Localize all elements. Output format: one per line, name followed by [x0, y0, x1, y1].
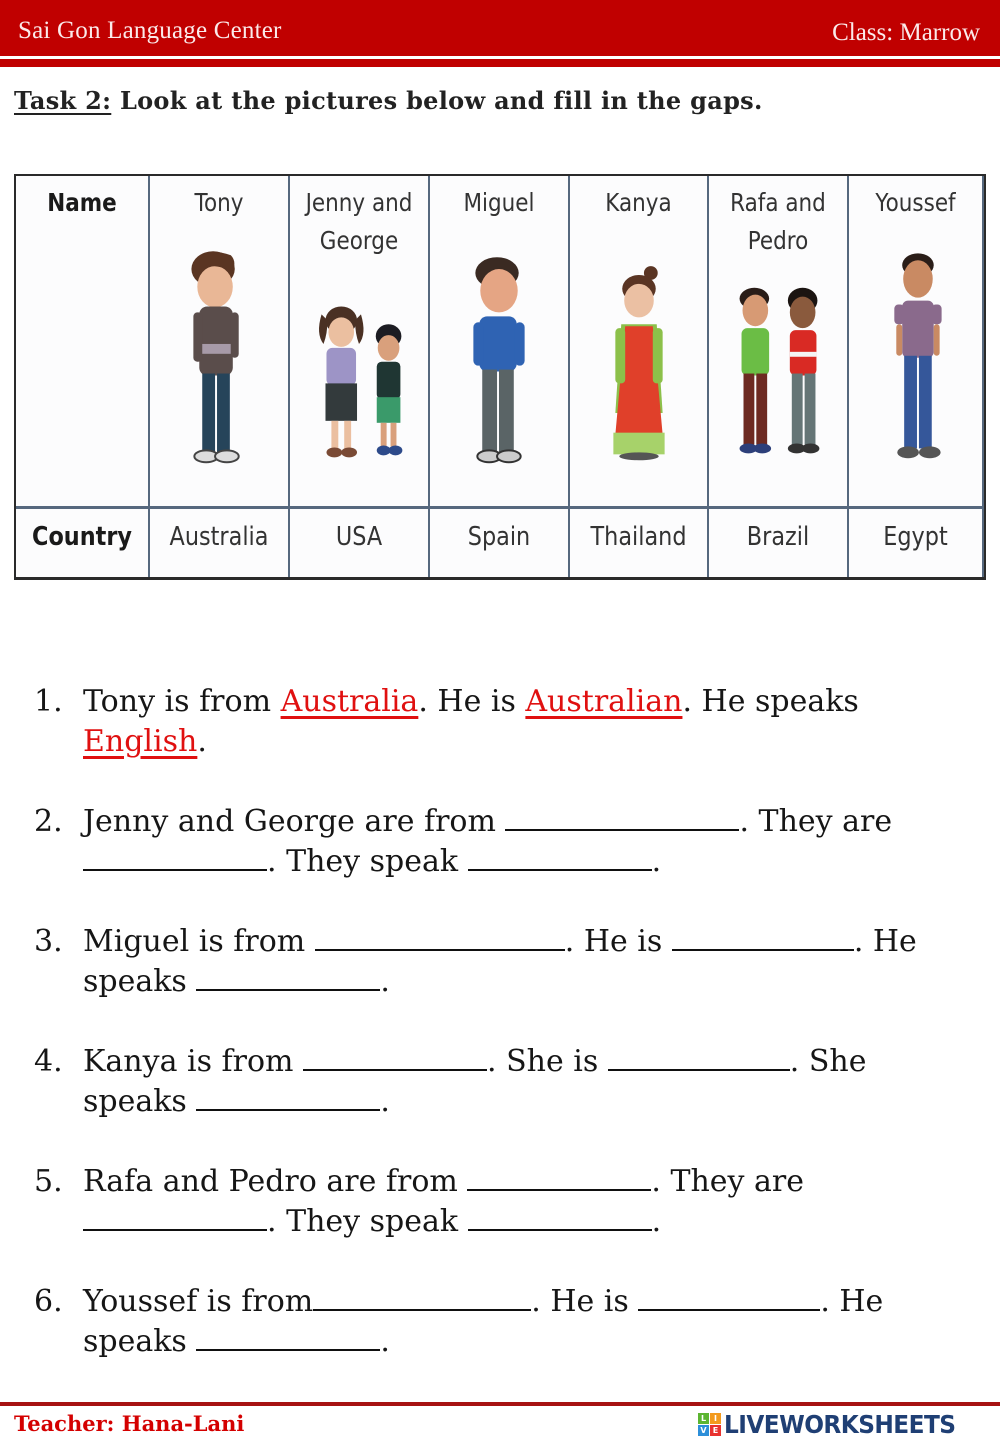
class-label: Class: Marrow [832, 19, 980, 46]
item-number: 3. [34, 924, 63, 959]
item-number: 4. [34, 1044, 63, 1079]
liveworksheets-logo [698, 1410, 973, 1438]
two-boys-icon [709, 176, 847, 506]
table-column-miguel [430, 176, 570, 577]
item-number: 2. [34, 804, 63, 839]
blank-language-input[interactable] [468, 847, 652, 871]
task-title [14, 86, 763, 115]
blank-nationality-input[interactable] [83, 1207, 267, 1231]
item-text: Jenny and George are from . They are . They speak . [83, 804, 893, 879]
girl-and-boy-icon [290, 176, 428, 506]
task-instruction: Look at the pictures below and fill in the gaps. [119, 86, 763, 115]
blank-language-input[interactable] [468, 1207, 652, 1231]
logo-squares-icon: L I V E [698, 1413, 721, 1436]
item-text: Youssef is from . He is . He speaks . [83, 1284, 884, 1359]
answer-language[interactable]: English [83, 724, 198, 759]
header-bar [0, 0, 1000, 56]
footer-divider [0, 1402, 1000, 1406]
answer-country[interactable]: Australia [280, 684, 419, 719]
person-name: Miguel [463, 188, 535, 217]
blank-country-input[interactable] [303, 1047, 487, 1071]
table-column-header [16, 176, 150, 577]
item-text: Kanya is from . She is . She speaks . [83, 1044, 867, 1119]
country-name: Brazil [746, 522, 810, 552]
boy-blue-shirt-icon [430, 176, 568, 506]
table-column-tony [150, 176, 290, 577]
header-stripe [0, 59, 1000, 67]
row-header-name: Name [47, 188, 117, 217]
person-name: Youssef [875, 188, 956, 217]
blank-nationality-input[interactable] [83, 847, 267, 871]
country-name: USA [335, 522, 383, 552]
item-text: Tony is from Australia. He is Australian. He speaks English. [83, 684, 859, 759]
country-name: Egypt [883, 522, 948, 552]
country-name: Thailand [590, 522, 687, 552]
item-number: 5. [34, 1164, 63, 1199]
blank-country-input[interactable] [467, 1167, 651, 1191]
table-column-rafa-pedro [709, 176, 849, 577]
person-name: Tony [194, 188, 244, 217]
row-header-country: Country [32, 522, 132, 552]
item-text: Miguel is from . He is . He speaks . [83, 924, 917, 999]
item-text: Rafa and Pedro are from . They are . They speak . [83, 1164, 804, 1239]
task-label: Task 2: [14, 86, 112, 115]
logo-text: LIVEWORKSHEETS [724, 1409, 956, 1439]
person-name: Kanya [605, 188, 672, 217]
blank-nationality-input[interactable] [608, 1047, 790, 1071]
person-name: Jenny and George [305, 188, 413, 255]
country-name: Spain [467, 522, 531, 552]
name-country-table [14, 174, 986, 580]
blank-language-input[interactable] [196, 1327, 380, 1351]
blank-nationality-input[interactable] [672, 927, 854, 951]
country-name: Australia [169, 522, 269, 552]
table-row-divider [16, 506, 984, 509]
boy-purple-shirt-icon [849, 176, 982, 506]
girl-traditional-dress-icon [570, 176, 707, 506]
boy-brown-sweater-icon [150, 176, 288, 506]
answer-nationality[interactable]: Australian [525, 684, 683, 719]
item-number: 1. [34, 684, 63, 719]
person-name: Rafa and Pedro [730, 188, 826, 255]
blank-language-input[interactable] [196, 967, 380, 991]
teacher-name: Teacher: Hana-Lani [14, 1411, 245, 1436]
table-column-jenny-george [290, 176, 430, 577]
blank-country-input[interactable] [313, 1287, 531, 1311]
item-number: 6. [34, 1284, 63, 1319]
table-column-youssef [849, 176, 984, 577]
blank-nationality-input[interactable] [638, 1287, 820, 1311]
blank-country-input[interactable] [505, 807, 739, 831]
table-column-kanya [570, 176, 709, 577]
blank-language-input[interactable] [196, 1087, 380, 1111]
blank-country-input[interactable] [315, 927, 565, 951]
school-name: Sai Gon Language Center [18, 17, 282, 44]
